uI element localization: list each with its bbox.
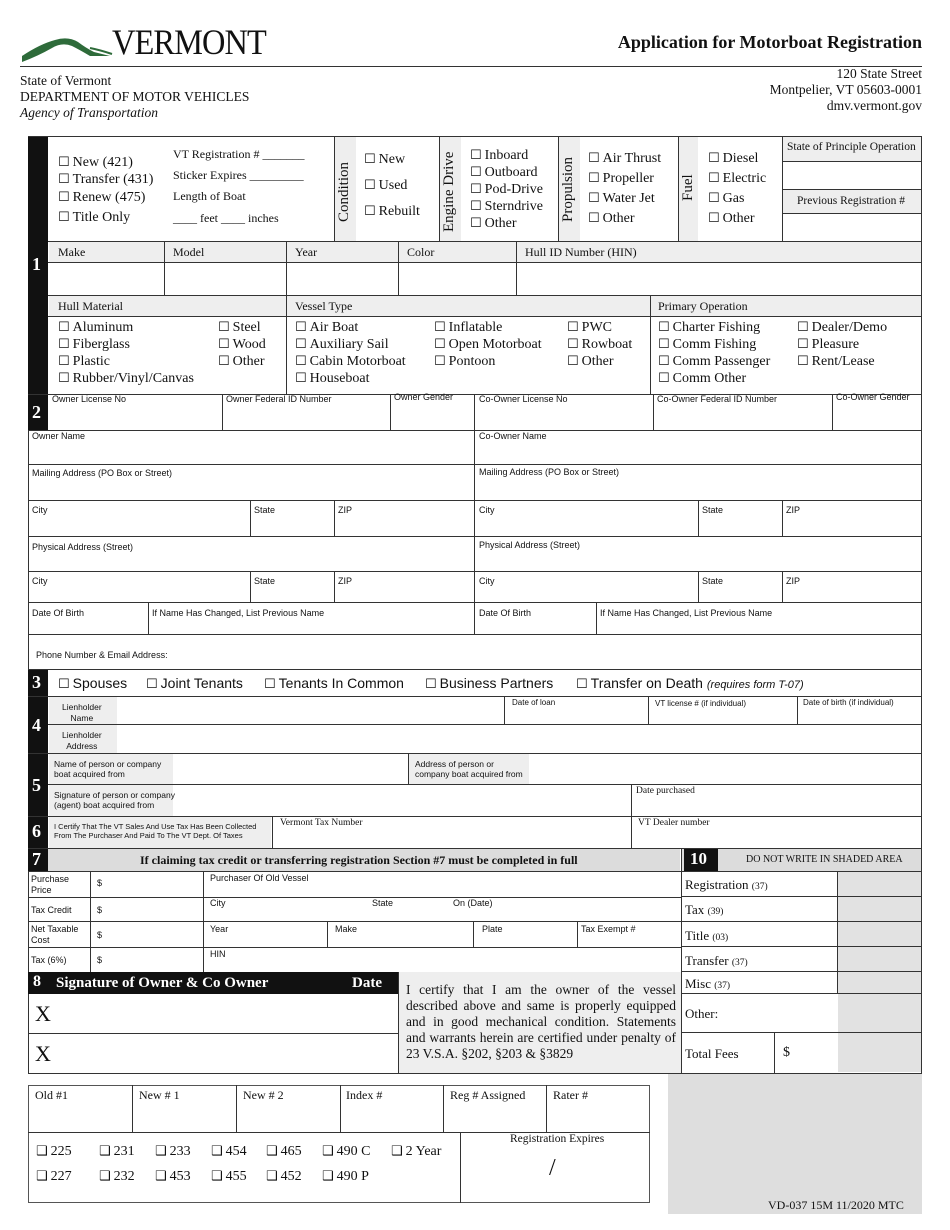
coowner-mailing-label: Mailing Address (PO Box or Street) bbox=[479, 467, 620, 477]
engine-drive-label: Engine Drive bbox=[441, 151, 457, 232]
transaction-renew[interactable]: ☐ Renew (475) bbox=[58, 190, 146, 205]
ownership-joint-tenants[interactable]: ☐ Joint Tenants bbox=[146, 675, 243, 692]
condition-rebuilt[interactable]: ☐ Rebuilt bbox=[364, 204, 420, 219]
total-fees-label: Total Fees bbox=[685, 1046, 739, 1061]
s2-line-430 bbox=[28, 430, 922, 431]
propulsion-label: Propulsion bbox=[560, 156, 576, 222]
owner-signature-input[interactable] bbox=[60, 995, 397, 1032]
office-code-231[interactable]: ❑ 231 bbox=[99, 1144, 135, 1159]
old-vessel-date-label: On (Date) bbox=[453, 898, 493, 908]
coowner-license-label: Co-Owner License No bbox=[479, 394, 568, 404]
coowner-state-input[interactable] bbox=[699, 517, 781, 535]
s8-left bbox=[28, 994, 29, 1074]
address-acquired-input[interactable] bbox=[530, 754, 920, 784]
engine-other[interactable]: ☐ Other bbox=[470, 216, 517, 231]
dob-individual-label: Date of birth (if individual) bbox=[803, 698, 894, 707]
owner-phys-state-label: State bbox=[254, 576, 276, 586]
old-vessel-year-input[interactable] bbox=[204, 935, 326, 946]
fee-transfer-label: Transfer (37) bbox=[685, 953, 748, 968]
owner-city-label: City bbox=[32, 505, 48, 515]
address-line-street: 120 State Street bbox=[836, 66, 922, 81]
old-vessel-hin-label: HIN bbox=[210, 949, 226, 959]
agency-line-dept: DEPARTMENT OF MOTOR VEHICLES bbox=[20, 89, 250, 104]
section8-title: Signature of Owner & Co Owner bbox=[56, 975, 269, 991]
coowner-state-label: State bbox=[702, 505, 724, 515]
color-label: Color bbox=[407, 245, 435, 259]
engine-drive-divider bbox=[439, 137, 440, 241]
s4-right bbox=[921, 696, 922, 849]
owner-gender-label: Owner Gender bbox=[394, 392, 454, 402]
transaction-new[interactable]: ☐ New (421) bbox=[58, 155, 133, 170]
fuel-other[interactable]: ☐ Other bbox=[708, 211, 755, 226]
coowner-signature-input[interactable] bbox=[60, 1034, 397, 1073]
owner-name-label: Owner Name bbox=[32, 431, 86, 441]
agency-line-aot: Agency of Transportation bbox=[20, 105, 158, 120]
coowner-dob-label: Date Of Birth bbox=[479, 608, 532, 618]
coowner-phys-zip-label: ZIP bbox=[786, 576, 801, 586]
hin-label: Hull ID Number (HIN) bbox=[525, 245, 637, 259]
fee-line-5 bbox=[682, 993, 922, 994]
vermont-mountain-icon bbox=[20, 26, 120, 66]
fee-title-label: Title (03) bbox=[685, 928, 729, 943]
vt-tax-number-input[interactable] bbox=[273, 830, 630, 847]
purchase-price-label: Purchase Price bbox=[31, 874, 70, 895]
vessel-air-boat[interactable]: ☐ Air Boat bbox=[295, 320, 359, 335]
old-vessel-state-input[interactable] bbox=[366, 909, 446, 921]
ownership-tenants-in-common[interactable]: ☐ Tenants In Common bbox=[264, 675, 404, 692]
old-vessel-make-input[interactable] bbox=[328, 935, 472, 946]
coowner-phys-state-input[interactable] bbox=[699, 587, 781, 601]
office-div-expires bbox=[460, 1132, 461, 1203]
date-purchased-label: Date purchased bbox=[636, 786, 695, 796]
signature-acquired-label: Signature of person or company (agent) boat acquired from bbox=[54, 790, 175, 810]
previous-registration-label: Previous Registration # bbox=[797, 195, 905, 207]
coowner-phys-city-label: City bbox=[479, 576, 495, 586]
vt-registration-field[interactable]: VT Registration # _______ bbox=[173, 147, 305, 161]
owner-physical-input[interactable] bbox=[29, 554, 473, 570]
old-vessel-date-input[interactable] bbox=[448, 909, 680, 921]
coowner-phys-state-label: State bbox=[702, 576, 724, 586]
vermont-logo bbox=[20, 22, 280, 66]
office-code-465[interactable]: ❑ 465 bbox=[266, 1144, 302, 1159]
vessel-pontoon[interactable]: ☐ Pontoon bbox=[434, 354, 496, 369]
vessel-primary-div bbox=[650, 295, 651, 394]
old-vessel-plate-input[interactable] bbox=[474, 935, 576, 946]
office-new2-label: New # 2 bbox=[243, 1088, 284, 1102]
vessel-inflatable[interactable]: ☐ Inflatable bbox=[434, 320, 503, 335]
office-rater-label: Rater # bbox=[553, 1088, 588, 1102]
fee-line-1 bbox=[682, 896, 922, 897]
condition-new[interactable]: ☐ New bbox=[364, 152, 406, 167]
owner-certification-text: I certify that I am the owner of the vessel described above and same is properly equipped and in good mechanical condition. Statements and warrants herein are certified under penalty of 23 V.S.A. §202, §203 & §3829 bbox=[406, 982, 676, 1061]
tax-credit-label: Tax Credit bbox=[31, 905, 72, 915]
fee-other-input[interactable] bbox=[724, 995, 837, 1031]
owner-zip-label: ZIP bbox=[338, 505, 353, 515]
op-comm-passenger[interactable]: ☐ Comm Passenger bbox=[658, 354, 771, 369]
hull-aluminum[interactable]: ☐ Aluminum bbox=[58, 320, 134, 335]
lienholder-address-input[interactable] bbox=[118, 725, 920, 752]
s2-line-464 bbox=[28, 464, 922, 465]
vt-license-label: VT license # (if individual) bbox=[655, 699, 747, 708]
old-vessel-year-label: Year bbox=[210, 924, 229, 934]
ownership-business-partners[interactable]: ☐ Business Partners bbox=[425, 675, 554, 692]
coowner-physical-label: Physical Address (Street) bbox=[479, 540, 581, 550]
office-div-3 bbox=[340, 1085, 341, 1132]
propulsion-other[interactable]: ☐ Other bbox=[588, 211, 635, 226]
op-charter-fishing[interactable]: ☐ Charter Fishing bbox=[658, 320, 761, 335]
agency-block bbox=[20, 73, 249, 121]
owner-federal-id-label: Owner Federal ID Number bbox=[226, 394, 332, 404]
coowner-city-input[interactable] bbox=[475, 517, 697, 535]
acquired-from-label: Name of person or company boat acquired from bbox=[54, 759, 162, 779]
op-rent-lease[interactable]: ☐ Rent/Lease bbox=[797, 354, 875, 369]
fee-misc-label: Misc (37) bbox=[685, 976, 731, 991]
vt-dealer-number-input[interactable] bbox=[632, 830, 920, 847]
propulsion-water-jet[interactable]: ☐ Water Jet bbox=[588, 191, 655, 206]
vessel-open-motorboat[interactable]: ☐ Open Motorboat bbox=[434, 337, 542, 352]
section8-date-label: Date bbox=[352, 975, 382, 991]
owner-state-label: State bbox=[254, 505, 276, 515]
propulsion-divider bbox=[558, 137, 559, 241]
length-feet-inches-field[interactable]: ____ feet ____ inches bbox=[173, 211, 279, 225]
section-number-4: 4 bbox=[32, 715, 41, 735]
condition-used[interactable]: ☐ Used bbox=[364, 178, 408, 193]
owner-phys-city-input[interactable] bbox=[29, 587, 249, 601]
hull-row-label-line bbox=[48, 316, 922, 317]
tax-exempt-label: Tax Exempt # bbox=[581, 924, 636, 934]
office-code-490c[interactable]: ❑ 490 C bbox=[322, 1144, 371, 1159]
office-reg-assigned-label: Reg # Assigned bbox=[450, 1088, 526, 1102]
section7-title: If claiming tax credit or transferring registration Section #7 must be completed in full bbox=[140, 853, 578, 867]
vt-dealer-number-label: VT Dealer number bbox=[638, 818, 710, 828]
coowner-prev-name-label: If Name Has Changed, List Previous Name bbox=[600, 608, 773, 618]
old-vessel-make-label: Make bbox=[335, 924, 358, 934]
office-div-1 bbox=[132, 1085, 133, 1132]
fee-line-4 bbox=[682, 971, 922, 972]
tax-6-dollar: $ bbox=[97, 955, 103, 965]
section-number-8: 8 bbox=[33, 973, 41, 990]
fees-shaded-column bbox=[838, 872, 921, 1072]
ownership-transfer-on-death[interactable]: ☐ Transfer on Death (requires form T-07) bbox=[576, 675, 804, 692]
coowner-federal-id-input[interactable] bbox=[654, 406, 831, 429]
s2-top bbox=[28, 394, 922, 395]
owner-dob-input[interactable] bbox=[29, 620, 147, 633]
office-div-4 bbox=[443, 1085, 444, 1132]
hull-rubber[interactable]: ☐ Rubber/Vinyl/Canvas bbox=[58, 371, 194, 386]
coowner-city-label: City bbox=[479, 505, 495, 515]
address-acquired-label: Address of person or company boat acquired from bbox=[415, 759, 523, 779]
owner-phys-zip-label: ZIP bbox=[338, 576, 353, 586]
color-input[interactable] bbox=[399, 263, 515, 294]
fee-registration-label: Registration (37) bbox=[685, 877, 768, 892]
s2-line-500 bbox=[28, 500, 922, 501]
tax-credit-input[interactable] bbox=[108, 898, 202, 920]
hull-fiberglass[interactable]: ☐ Fiberglass bbox=[58, 337, 130, 352]
date-of-loan-label: Date of loan bbox=[512, 698, 556, 707]
op-comm-fishing[interactable]: ☐ Comm Fishing bbox=[658, 337, 757, 352]
coowner-signature-x: X bbox=[35, 1041, 51, 1066]
propulsion-air-thrust[interactable]: ☐ Air Thrust bbox=[588, 151, 662, 166]
section-number-1: 1 bbox=[32, 254, 41, 274]
agency-line-state: State of Vermont bbox=[20, 73, 112, 88]
coowner-prev-name-input[interactable] bbox=[597, 620, 921, 633]
owner-phys-city-label: City bbox=[32, 576, 48, 586]
year-input[interactable] bbox=[287, 263, 397, 294]
owner-phys-state-input[interactable] bbox=[251, 587, 333, 601]
office-code-452[interactable]: ❑ 452 bbox=[266, 1169, 302, 1184]
owner-physical-label: Physical Address (Street) bbox=[32, 542, 134, 552]
section-number-7: 7 bbox=[32, 849, 41, 869]
office-code-453[interactable]: ❑ 453 bbox=[155, 1169, 191, 1184]
address-block bbox=[770, 66, 922, 114]
old-vessel-city-input[interactable] bbox=[204, 909, 364, 921]
fuel-gas[interactable]: ☐ Gas bbox=[708, 191, 745, 206]
hull-other[interactable]: ☐ Other bbox=[218, 354, 265, 369]
primary-operation-label: Primary Operation bbox=[658, 299, 748, 313]
office-code-232[interactable]: ❑ 232 bbox=[99, 1169, 135, 1184]
hull-vessel-div bbox=[286, 295, 287, 394]
registration-expires-slash: / bbox=[549, 1155, 556, 1181]
vessel-houseboat[interactable]: ☐ Houseboat bbox=[295, 371, 370, 386]
length-of-boat-label: Length of Boat bbox=[173, 189, 246, 203]
vt-license-input[interactable] bbox=[649, 708, 796, 724]
office-shaded-area bbox=[668, 1074, 922, 1214]
net-taxable-input[interactable] bbox=[108, 922, 202, 946]
fee-line-2 bbox=[682, 921, 922, 922]
total-div bbox=[774, 1032, 775, 1073]
engine-sterndrive[interactable]: ☐ Sterndrive bbox=[470, 199, 543, 214]
phone-email-label: Phone Number & Email Address: bbox=[36, 650, 168, 660]
tod-note: (requires form T-07) bbox=[706, 679, 804, 691]
address-line-web: dmv.vermont.gov bbox=[826, 98, 922, 113]
do-not-write-note: DO NOT WRITE IN SHADED AREA bbox=[746, 854, 903, 865]
fuel-divider bbox=[678, 137, 679, 241]
fuel-diesel[interactable]: ☐ Diesel bbox=[708, 151, 759, 166]
section-number-2: 2 bbox=[32, 402, 41, 422]
right-border bbox=[921, 136, 922, 670]
coowner-physical-input[interactable] bbox=[475, 554, 921, 570]
propulsion-propeller[interactable]: ☐ Propeller bbox=[588, 171, 654, 186]
fee-line-6 bbox=[682, 1032, 922, 1033]
fuel-electric[interactable]: ☐ Electric bbox=[708, 171, 767, 186]
fee-other-label: Other: bbox=[685, 1006, 719, 1021]
engine-pod-drive[interactable]: ☐ Pod-Drive bbox=[470, 182, 543, 197]
transaction-transfer[interactable]: ☐ Transfer (431) bbox=[58, 172, 154, 187]
s7-right bbox=[681, 848, 682, 1074]
owner-license-input[interactable] bbox=[49, 406, 221, 429]
hull-row-shade bbox=[49, 296, 921, 316]
section-number-10: 10 bbox=[690, 849, 707, 868]
vessel-pwc[interactable]: ☐ PWC bbox=[567, 320, 612, 335]
s2-bottom bbox=[28, 669, 922, 670]
net-taxable-label: Net Taxable Cost bbox=[31, 924, 79, 945]
hull-plastic[interactable]: ☐ Plastic bbox=[58, 354, 110, 369]
lienholder-address-label: Lienholder Address bbox=[62, 730, 102, 751]
vessel-other[interactable]: ☐ Other bbox=[567, 354, 614, 369]
owner-prev-name-label: If Name Has Changed, List Previous Name bbox=[152, 608, 325, 618]
vt-tax-number-label: Vermont Tax Number bbox=[280, 818, 363, 828]
old-vessel-city-label: City bbox=[210, 898, 226, 908]
address-line-city: Montpelier, VT 05603-0001 bbox=[769, 82, 922, 97]
fuel-label: Fuel bbox=[680, 174, 696, 201]
net-taxable-dollar: $ bbox=[97, 930, 103, 940]
office-code-225[interactable]: ❑ 225 bbox=[36, 1144, 72, 1159]
office-new1-label: New # 1 bbox=[139, 1088, 180, 1102]
make-input[interactable] bbox=[49, 263, 163, 294]
state-principle-label: State of Principle Operation bbox=[787, 141, 916, 153]
owner-mailing-label: Mailing Address (PO Box or Street) bbox=[32, 468, 173, 478]
lienholder-name-input[interactable] bbox=[118, 697, 503, 724]
office-code-233[interactable]: ❑ 233 bbox=[155, 1144, 191, 1159]
fee-line-3 bbox=[682, 946, 922, 947]
form-number: VD-037 15M 11/2020 MTC bbox=[768, 1198, 904, 1212]
section-number-5: 5 bbox=[32, 775, 41, 795]
coowner-license-input[interactable] bbox=[475, 406, 652, 429]
form-title: Application for Motorboat Registration bbox=[617, 32, 922, 52]
s10-right bbox=[921, 848, 922, 1074]
old-vessel-hin-input[interactable] bbox=[204, 960, 680, 971]
coowner-zip-input[interactable] bbox=[783, 517, 921, 535]
purchaser-old-vessel-input[interactable] bbox=[330, 872, 680, 896]
owner-license-label: Owner License No bbox=[52, 394, 127, 404]
vessel-rowboat[interactable]: ☐ Rowboat bbox=[567, 337, 633, 352]
owner-name-input[interactable] bbox=[29, 443, 473, 464]
op-pleasure[interactable]: ☐ Pleasure bbox=[797, 337, 860, 352]
hull-wood[interactable]: ☐ Wood bbox=[218, 337, 266, 352]
hin-input[interactable] bbox=[517, 263, 921, 294]
prev-reg-line-top bbox=[783, 189, 921, 190]
logo-text: VERMONT bbox=[112, 22, 266, 62]
condition-divider bbox=[334, 137, 335, 241]
tax-credit-dollar: $ bbox=[97, 905, 103, 915]
registration-expires-label: Registration Expires bbox=[510, 1133, 605, 1145]
office-code-2year[interactable]: ❑ 2 Year bbox=[391, 1144, 442, 1159]
tax-6-label: Tax (6%) bbox=[31, 955, 67, 965]
owner-phys-zip-input[interactable] bbox=[335, 587, 473, 601]
sales-tax-certify-label: I Certify That The VT Sales And Use Tax Has Been Collected From The Purchaser And Paid To The VT Dept. Of Taxes bbox=[54, 822, 257, 840]
coowner-name-input[interactable] bbox=[475, 443, 921, 464]
owner-zip-input[interactable] bbox=[335, 517, 473, 535]
coowner-gender-label: Co-Owner Gender bbox=[836, 392, 910, 402]
coowner-gender-input[interactable] bbox=[833, 406, 921, 429]
coowner-federal-id-label: Co-Owner Federal ID Number bbox=[657, 394, 778, 404]
s2-line-536 bbox=[28, 536, 922, 537]
coowner-mailing-input[interactable] bbox=[475, 480, 921, 500]
vessel-cabin-motorboat[interactable]: ☐ Cabin Motorboat bbox=[295, 354, 406, 369]
purchase-price-dollar: $ bbox=[97, 878, 103, 888]
transaction-title-only[interactable]: ☐ Title Only bbox=[58, 210, 131, 225]
hull-material-label: Hull Material bbox=[58, 299, 123, 313]
coowner-name-label: Co-Owner Name bbox=[479, 431, 547, 441]
office-code-227[interactable]: ❑ 227 bbox=[36, 1169, 72, 1184]
owner-prev-name-input[interactable] bbox=[149, 620, 473, 633]
s2-line-602 bbox=[28, 602, 922, 603]
op-comm-other[interactable]: ☐ Comm Other bbox=[658, 371, 747, 386]
owner-signature-x: X bbox=[35, 1001, 51, 1026]
section-number-6: 6 bbox=[32, 821, 41, 841]
op-dealer-demo[interactable]: ☐ Dealer/Demo bbox=[797, 320, 888, 335]
year-label: Year bbox=[295, 245, 318, 259]
owner-federal-id-input[interactable] bbox=[223, 406, 389, 429]
s2-line-634 bbox=[28, 634, 922, 635]
office-index-label: Index # bbox=[346, 1088, 383, 1102]
office-code-490p[interactable]: ❑ 490 P bbox=[322, 1169, 369, 1184]
coowner-phys-city-input[interactable] bbox=[475, 587, 697, 601]
office-old1-label: Old #1 bbox=[35, 1088, 68, 1102]
signature-acquired-input[interactable] bbox=[174, 785, 630, 816]
office-div-2 bbox=[236, 1085, 237, 1132]
prev-reg-line-bottom bbox=[783, 213, 921, 214]
owner-dob-label: Date Of Birth bbox=[32, 608, 85, 618]
vessel-auxiliary-sail[interactable]: ☐ Auxiliary Sail bbox=[295, 337, 389, 352]
phone-email-input[interactable] bbox=[180, 645, 920, 667]
old-vessel-state-label: State bbox=[372, 898, 394, 908]
office-code-455[interactable]: ❑ 455 bbox=[211, 1169, 247, 1184]
office-code-454[interactable]: ❑ 454 bbox=[211, 1144, 247, 1159]
ownership-spouses[interactable]: ☐ Spouses bbox=[58, 675, 128, 692]
condition-label: Condition bbox=[336, 161, 352, 222]
lienholder-name-label: Lienholder Name bbox=[62, 702, 102, 723]
owner-city-input[interactable] bbox=[29, 517, 249, 535]
make-label: Make bbox=[58, 245, 86, 259]
purchase-price-input[interactable] bbox=[108, 872, 202, 896]
date-of-loan-input[interactable] bbox=[505, 708, 647, 724]
model-input[interactable] bbox=[165, 263, 285, 294]
sticker-expires-field[interactable]: Sticker Expires _________ bbox=[173, 168, 304, 182]
coowner-zip-label: ZIP bbox=[786, 505, 801, 515]
s3-right bbox=[921, 669, 922, 697]
office-div-5 bbox=[546, 1085, 547, 1132]
tax-6-input[interactable] bbox=[108, 948, 202, 971]
date-purchased-input[interactable] bbox=[632, 798, 920, 815]
purchaser-old-vessel-label: Purchaser Of Old Vessel bbox=[210, 873, 309, 883]
tax-exempt-input[interactable] bbox=[578, 935, 680, 946]
owner-gender-input[interactable] bbox=[391, 406, 473, 429]
vessel-type-label: Vessel Type bbox=[295, 299, 353, 313]
hull-steel[interactable]: ☐ Steel bbox=[218, 320, 261, 335]
engine-inboard[interactable]: ☐ Inboard bbox=[470, 148, 529, 163]
model-label: Model bbox=[173, 245, 205, 259]
owner-state-input[interactable] bbox=[251, 517, 333, 535]
s2-line-571 bbox=[28, 571, 922, 572]
owner-mailing-input[interactable] bbox=[29, 480, 473, 500]
acquired-from-input[interactable] bbox=[174, 754, 407, 784]
engine-outboard[interactable]: ☐ Outboard bbox=[470, 165, 538, 180]
coowner-phys-zip-input[interactable] bbox=[783, 587, 921, 601]
state-line bbox=[783, 161, 921, 162]
old-vessel-plate-label: Plate bbox=[482, 924, 503, 934]
coowner-dob-input[interactable] bbox=[475, 620, 595, 633]
fee-tax-label: Tax (39) bbox=[685, 902, 724, 917]
section-number-3: 3 bbox=[32, 672, 41, 692]
dob-individual-input[interactable] bbox=[798, 708, 920, 724]
total-fees-dollar: $ bbox=[783, 1045, 790, 1060]
